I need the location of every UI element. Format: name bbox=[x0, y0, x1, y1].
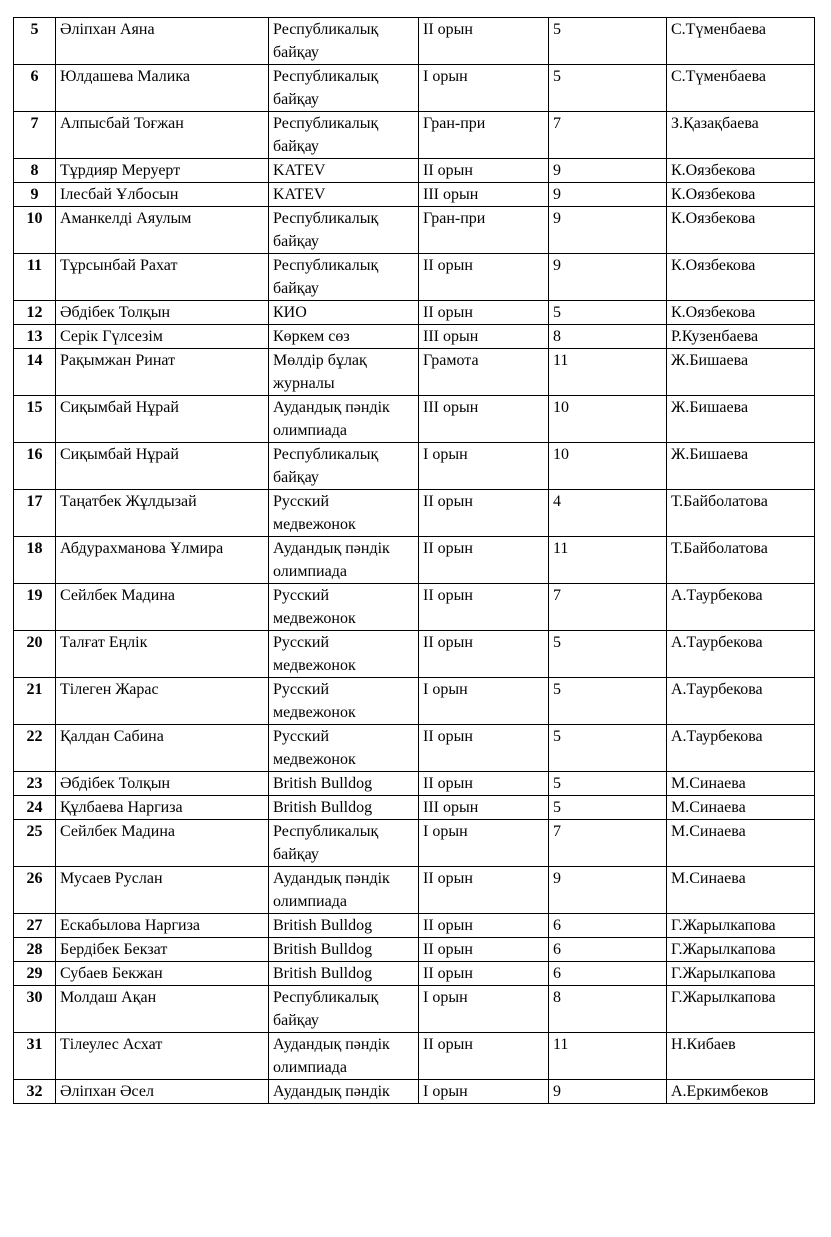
table-row bbox=[14, 396, 815, 443]
student-name-cell: Бердібек Бекзат bbox=[56, 938, 269, 962]
grade-cell: 8 bbox=[549, 986, 667, 1033]
teacher-cell: А.Таурбекова bbox=[667, 631, 815, 678]
row-number-cell: 30 bbox=[14, 986, 56, 1033]
student-name-cell: Ескабылова Наргиза bbox=[56, 914, 269, 938]
student-name-cell: Алпысбай Тоғжан bbox=[56, 112, 269, 159]
student-name-cell: Рақымжан Ринат bbox=[56, 349, 269, 396]
table-row bbox=[14, 325, 815, 349]
competition-cell: Республикалық байқау bbox=[269, 254, 419, 301]
place-cell: ІІ орын bbox=[419, 772, 549, 796]
competition-cell: Русский медвежонок bbox=[269, 631, 419, 678]
table-row bbox=[14, 537, 815, 584]
row-number-cell: 12 bbox=[14, 301, 56, 325]
competition-cell: British Bulldog bbox=[269, 772, 419, 796]
grade-cell: 5 bbox=[549, 631, 667, 678]
place-cell: ІІ орын bbox=[419, 938, 549, 962]
competition-cell: Республикалық байқау bbox=[269, 112, 419, 159]
row-number-cell: 8 bbox=[14, 159, 56, 183]
table-row bbox=[14, 1033, 815, 1080]
table-row bbox=[14, 938, 815, 962]
student-name-cell: Сиқымбай Нұрай bbox=[56, 396, 269, 443]
teacher-cell: Г.Жарылкапова bbox=[667, 986, 815, 1033]
table-row bbox=[14, 867, 815, 914]
student-name-cell: Талғат Еңлік bbox=[56, 631, 269, 678]
competition-cell: Аудандық пәндік олимпиада bbox=[269, 537, 419, 584]
place-cell: ІІ орын bbox=[419, 631, 549, 678]
student-name-cell: Абдурахманова Ұлмира bbox=[56, 537, 269, 584]
row-number-cell: 20 bbox=[14, 631, 56, 678]
competition-cell: Көркем сөз bbox=[269, 325, 419, 349]
table-row bbox=[14, 631, 815, 678]
place-cell: ІІІ орын bbox=[419, 183, 549, 207]
place-cell: ІІ орын bbox=[419, 254, 549, 301]
place-cell: Гран-при bbox=[419, 207, 549, 254]
competition-cell: Русский медвежонок bbox=[269, 678, 419, 725]
place-cell: І орын bbox=[419, 1080, 549, 1104]
place-cell: ІІ орын bbox=[419, 1033, 549, 1080]
table-row bbox=[14, 490, 815, 537]
grade-cell: 4 bbox=[549, 490, 667, 537]
student-name-cell: Мусаев Руслан bbox=[56, 867, 269, 914]
row-number-cell: 27 bbox=[14, 914, 56, 938]
grade-cell: 11 bbox=[549, 349, 667, 396]
grade-cell: 7 bbox=[549, 584, 667, 631]
place-cell: ІІІ орын bbox=[419, 325, 549, 349]
teacher-cell: С.Түменбаева bbox=[667, 18, 815, 65]
table-row bbox=[14, 349, 815, 396]
grade-cell: 8 bbox=[549, 325, 667, 349]
table-row bbox=[14, 301, 815, 325]
place-cell: І орын bbox=[419, 986, 549, 1033]
row-number-cell: 13 bbox=[14, 325, 56, 349]
row-number-cell: 21 bbox=[14, 678, 56, 725]
row-number-cell: 18 bbox=[14, 537, 56, 584]
competition-cell: Аудандық пәндік олимпиада bbox=[269, 1033, 419, 1080]
student-name-cell: Тұрсынбай Рахат bbox=[56, 254, 269, 301]
competition-cell: Республикалық байқау bbox=[269, 18, 419, 65]
row-number-cell: 14 bbox=[14, 349, 56, 396]
competition-cell: Аудандық пәндік олимпиада bbox=[269, 867, 419, 914]
teacher-cell: Г.Жарылкапова bbox=[667, 962, 815, 986]
place-cell: Грамота bbox=[419, 349, 549, 396]
table-row bbox=[14, 725, 815, 772]
grade-cell: 5 bbox=[549, 725, 667, 772]
student-name-cell: Қалдан Сабина bbox=[56, 725, 269, 772]
student-name-cell: Юлдашева Малика bbox=[56, 65, 269, 112]
place-cell: ІІ орын bbox=[419, 490, 549, 537]
teacher-cell: С.Түменбаева bbox=[667, 65, 815, 112]
grade-cell: 9 bbox=[549, 867, 667, 914]
place-cell: ІІ орын bbox=[419, 18, 549, 65]
student-name-cell: Құлбаева Наргиза bbox=[56, 796, 269, 820]
student-name-cell: Тілеген Жарас bbox=[56, 678, 269, 725]
competition-cell: British Bulldog bbox=[269, 796, 419, 820]
table-row bbox=[14, 962, 815, 986]
teacher-cell: З.Қазақбаева bbox=[667, 112, 815, 159]
student-name-cell: Серік Гүлсезім bbox=[56, 325, 269, 349]
student-name-cell: Молдаш Ақан bbox=[56, 986, 269, 1033]
student-name-cell: Таңатбек Жұлдызай bbox=[56, 490, 269, 537]
place-cell: ІІ орын bbox=[419, 584, 549, 631]
student-name-cell: Сейлбек Мадина bbox=[56, 820, 269, 867]
student-name-cell: Тұрдияр Меруерт bbox=[56, 159, 269, 183]
teacher-cell: Ж.Бишаева bbox=[667, 349, 815, 396]
row-number-cell: 16 bbox=[14, 443, 56, 490]
row-number-cell: 24 bbox=[14, 796, 56, 820]
competition-cell: British Bulldog bbox=[269, 962, 419, 986]
row-number-cell: 23 bbox=[14, 772, 56, 796]
row-number-cell: 15 bbox=[14, 396, 56, 443]
teacher-cell: Т.Байболатова bbox=[667, 537, 815, 584]
teacher-cell: Г.Жарылкапова bbox=[667, 914, 815, 938]
grade-cell: 5 bbox=[549, 65, 667, 112]
table-row bbox=[14, 678, 815, 725]
table-row bbox=[14, 254, 815, 301]
student-name-cell: Әбдібек Толқын bbox=[56, 301, 269, 325]
place-cell: ІІ орын bbox=[419, 867, 549, 914]
teacher-cell: К.Оязбекова bbox=[667, 207, 815, 254]
competition-cell: Республикалық байқау bbox=[269, 820, 419, 867]
place-cell: ІІ орын bbox=[419, 537, 549, 584]
teacher-cell: Г.Жарылкапова bbox=[667, 938, 815, 962]
grade-cell: 5 bbox=[549, 772, 667, 796]
row-number-cell: 32 bbox=[14, 1080, 56, 1104]
teacher-cell: А.Таурбекова bbox=[667, 725, 815, 772]
place-cell: Гран-при bbox=[419, 112, 549, 159]
competition-cell: KATEV bbox=[269, 183, 419, 207]
teacher-cell: К.Оязбекова bbox=[667, 301, 815, 325]
teacher-cell: Н.Кибаев bbox=[667, 1033, 815, 1080]
student-name-cell: Сиқымбай Нұрай bbox=[56, 443, 269, 490]
grade-cell: 9 bbox=[549, 1080, 667, 1104]
grade-cell: 10 bbox=[549, 443, 667, 490]
grade-cell: 5 bbox=[549, 678, 667, 725]
table-row bbox=[14, 986, 815, 1033]
competition-cell: Русский медвежонок bbox=[269, 725, 419, 772]
teacher-cell: Ж.Бишаева bbox=[667, 443, 815, 490]
grade-cell: 10 bbox=[549, 396, 667, 443]
grade-cell: 5 bbox=[549, 301, 667, 325]
table-row bbox=[14, 772, 815, 796]
teacher-cell: М.Синаева bbox=[667, 820, 815, 867]
competition-cell: КИО bbox=[269, 301, 419, 325]
teacher-cell: Т.Байболатова bbox=[667, 490, 815, 537]
awards-table bbox=[13, 17, 815, 1104]
competition-cell: KATEV bbox=[269, 159, 419, 183]
student-name-cell: Тілеулес Асхат bbox=[56, 1033, 269, 1080]
grade-cell: 6 bbox=[549, 938, 667, 962]
place-cell: ІІ орын bbox=[419, 725, 549, 772]
teacher-cell: Р.Кузенбаева bbox=[667, 325, 815, 349]
competition-cell: Русский медвежонок bbox=[269, 584, 419, 631]
grade-cell: 5 bbox=[549, 796, 667, 820]
table-row bbox=[14, 112, 815, 159]
place-cell: ІІ орын bbox=[419, 962, 549, 986]
student-name-cell: Әліпхан Әсел bbox=[56, 1080, 269, 1104]
table-row bbox=[14, 820, 815, 867]
awards-table-body bbox=[14, 18, 815, 1104]
teacher-cell: К.Оязбекова bbox=[667, 159, 815, 183]
student-name-cell: Аманкелді Аяулым bbox=[56, 207, 269, 254]
grade-cell: 5 bbox=[549, 18, 667, 65]
competition-cell: Аудандық пәндік олимпиада bbox=[269, 396, 419, 443]
teacher-cell: К.Оязбекова bbox=[667, 254, 815, 301]
grade-cell: 6 bbox=[549, 962, 667, 986]
table-row bbox=[14, 443, 815, 490]
row-number-cell: 6 bbox=[14, 65, 56, 112]
competition-cell: British Bulldog bbox=[269, 914, 419, 938]
grade-cell: 9 bbox=[549, 159, 667, 183]
grade-cell: 7 bbox=[549, 820, 667, 867]
row-number-cell: 10 bbox=[14, 207, 56, 254]
teacher-cell: К.Оязбекова bbox=[667, 183, 815, 207]
row-number-cell: 5 bbox=[14, 18, 56, 65]
row-number-cell: 9 bbox=[14, 183, 56, 207]
table-row bbox=[14, 584, 815, 631]
teacher-cell: Ж.Бишаева bbox=[667, 396, 815, 443]
grade-cell: 9 bbox=[549, 183, 667, 207]
student-name-cell: Әбдібек Толқын bbox=[56, 772, 269, 796]
competition-cell: Республикалық байқау bbox=[269, 65, 419, 112]
table-row bbox=[14, 65, 815, 112]
row-number-cell: 29 bbox=[14, 962, 56, 986]
table-row bbox=[14, 207, 815, 254]
grade-cell: 6 bbox=[549, 914, 667, 938]
teacher-cell: М.Синаева bbox=[667, 867, 815, 914]
grade-cell: 9 bbox=[549, 254, 667, 301]
teacher-cell: М.Синаева bbox=[667, 772, 815, 796]
row-number-cell: 26 bbox=[14, 867, 56, 914]
place-cell: І орын bbox=[419, 820, 549, 867]
grade-cell: 7 bbox=[549, 112, 667, 159]
row-number-cell: 19 bbox=[14, 584, 56, 631]
grade-cell: 11 bbox=[549, 1033, 667, 1080]
teacher-cell: М.Синаева bbox=[667, 796, 815, 820]
row-number-cell: 11 bbox=[14, 254, 56, 301]
place-cell: І орын bbox=[419, 678, 549, 725]
competition-cell: Русский медвежонок bbox=[269, 490, 419, 537]
student-name-cell: Ілесбай Ұлбосын bbox=[56, 183, 269, 207]
row-number-cell: 7 bbox=[14, 112, 56, 159]
competition-cell: Аудандық пәндік bbox=[269, 1080, 419, 1104]
table-row bbox=[14, 796, 815, 820]
student-name-cell: Әліпхан Аяна bbox=[56, 18, 269, 65]
place-cell: ІІ орын bbox=[419, 914, 549, 938]
table-row bbox=[14, 183, 815, 207]
table-row bbox=[14, 159, 815, 183]
row-number-cell: 31 bbox=[14, 1033, 56, 1080]
teacher-cell: А.Таурбекова bbox=[667, 678, 815, 725]
row-number-cell: 28 bbox=[14, 938, 56, 962]
competition-cell: Республикалық байқау bbox=[269, 443, 419, 490]
place-cell: І орын bbox=[419, 65, 549, 112]
teacher-cell: А.Таурбекова bbox=[667, 584, 815, 631]
student-name-cell: Сейлбек Мадина bbox=[56, 584, 269, 631]
competition-cell: Республикалық байқау bbox=[269, 207, 419, 254]
competition-cell: British Bulldog bbox=[269, 938, 419, 962]
place-cell: ІІІ орын bbox=[419, 396, 549, 443]
grade-cell: 11 bbox=[549, 537, 667, 584]
place-cell: ІІІ орын bbox=[419, 796, 549, 820]
place-cell: І орын bbox=[419, 443, 549, 490]
row-number-cell: 25 bbox=[14, 820, 56, 867]
table-row bbox=[14, 18, 815, 65]
row-number-cell: 17 bbox=[14, 490, 56, 537]
competition-cell: Республикалық байқау bbox=[269, 986, 419, 1033]
student-name-cell: Субаев Бекжан bbox=[56, 962, 269, 986]
table-row bbox=[14, 914, 815, 938]
place-cell: ІІ орын bbox=[419, 159, 549, 183]
table-row bbox=[14, 1080, 815, 1104]
teacher-cell: А.Еркимбеков bbox=[667, 1080, 815, 1104]
place-cell: ІІ орын bbox=[419, 301, 549, 325]
row-number-cell: 22 bbox=[14, 725, 56, 772]
competition-cell: Мөлдір бұлақ журналы bbox=[269, 349, 419, 396]
grade-cell: 9 bbox=[549, 207, 667, 254]
